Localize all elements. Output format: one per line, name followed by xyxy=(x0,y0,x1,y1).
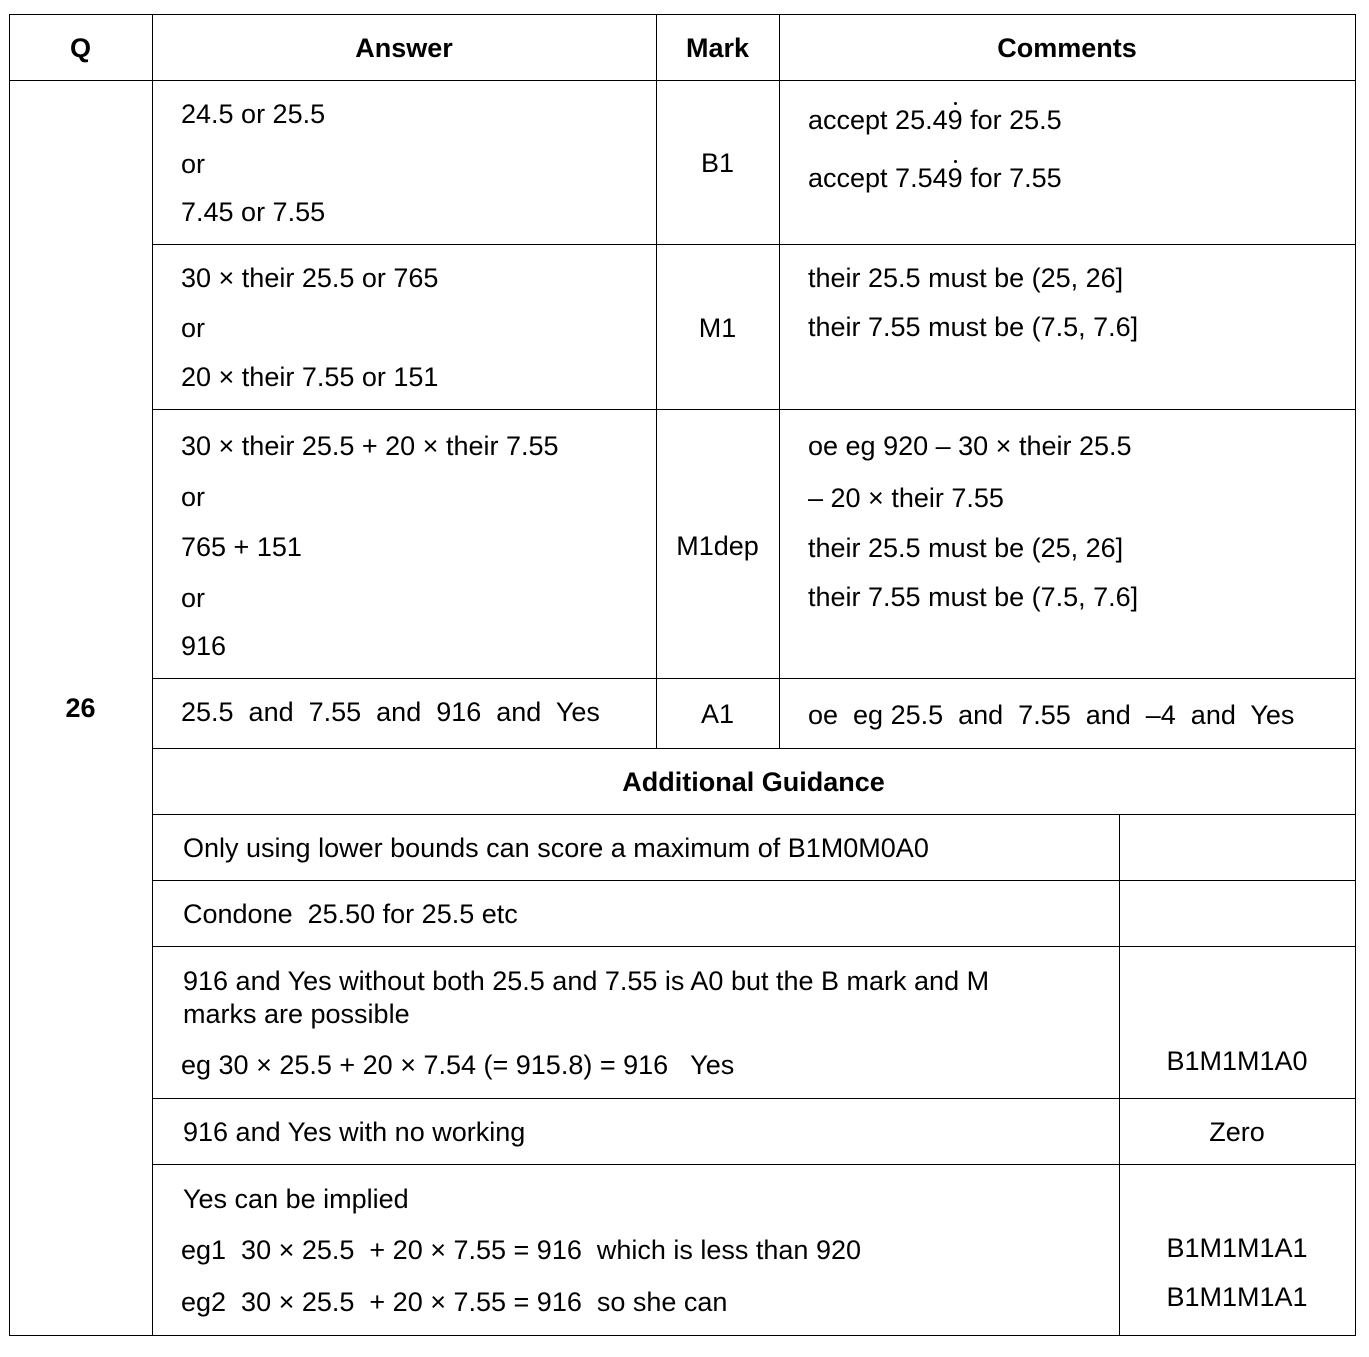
comment-line: oe eg 25.5 and 7.55 and –4 and Yes xyxy=(808,700,1295,730)
header-mark: Mark xyxy=(685,33,750,63)
guidance-text: eg2 30 × 25.5 + 20 × 7.55 = 916 so she can xyxy=(181,1287,728,1317)
mark-value: B1 xyxy=(700,148,735,178)
comment-line: their 7.55 must be (7.5, 7.6] xyxy=(808,582,1139,612)
guidance-text: 916 and Yes without both 25.5 and 7.55 is A0 but the B mark and M xyxy=(183,966,990,996)
comment-line: their 25.5 must be (25, 26] xyxy=(808,263,1124,293)
comment-line: oe eg 920 – 30 × their 25.5 xyxy=(808,431,1132,461)
guidance-text: 916 and Yes with no working xyxy=(183,1117,526,1147)
answer-line: 765 + 151 xyxy=(181,532,302,562)
guidance-text: Condone 25.50 for 25.5 etc xyxy=(183,899,518,929)
answer-line: 24.5 or 25.5 xyxy=(181,99,326,129)
mark-value: M1dep xyxy=(676,531,759,561)
answer-line: 30 × their 25.5 + 20 × their 7.55 xyxy=(181,431,559,461)
guidance-mark: B1M1M1A1 xyxy=(1166,1233,1308,1263)
answer-line: 916 xyxy=(181,631,227,661)
question-number: 26 xyxy=(65,693,96,723)
comment-line: accept 7.549 for 7.55 xyxy=(808,163,1062,193)
answer-line: 7.45 or 7.55 xyxy=(181,197,326,227)
answer-line: or xyxy=(181,482,206,512)
comment-line: accept 25.49 for 25.5 xyxy=(808,105,1062,135)
mark-value: M1 xyxy=(698,313,737,343)
guidance-mark: B1M1M1A0 xyxy=(1166,1046,1308,1076)
guidance-title: Additional Guidance xyxy=(622,767,885,797)
guidance-text: eg 30 × 25.5 + 20 × 7.54 (= 915.8) = 916 Yes xyxy=(181,1050,735,1080)
guidance-text: eg1 30 × 25.5 + 20 × 7.55 = 916 which is less than 920 xyxy=(181,1235,861,1265)
header-answer: Answer xyxy=(355,33,453,63)
comment-line: their 25.5 must be (25, 26] xyxy=(808,533,1124,563)
recurring-digit: 9 xyxy=(947,163,963,193)
answer-line: or xyxy=(181,313,206,343)
answer-line: or xyxy=(181,149,206,179)
guidance-mark: B1M1M1A1 xyxy=(1166,1282,1308,1312)
answer-line: 20 × their 7.55 or 151 xyxy=(181,362,439,392)
guidance-text: marks are possible xyxy=(183,999,410,1029)
guidance-text: Yes can be implied xyxy=(183,1184,409,1214)
recurring-digit: 9 xyxy=(947,105,963,135)
comment-line: their 7.55 must be (7.5, 7.6] xyxy=(808,312,1139,342)
comment-line: – 20 × their 7.55 xyxy=(808,483,1004,513)
answer-line: 30 × their 25.5 or 765 xyxy=(181,263,439,293)
answer-line: 25.5 and 7.55 and 916 and Yes xyxy=(181,697,600,727)
answer-line: or xyxy=(181,583,206,613)
guidance-text: Only using lower bounds can score a maximum of B1M0M0A0 xyxy=(183,833,929,863)
header-q: Q xyxy=(69,33,91,63)
mark-value: A1 xyxy=(700,699,735,729)
guidance-mark: Zero xyxy=(1209,1117,1265,1147)
header-comments: Comments xyxy=(997,33,1137,63)
